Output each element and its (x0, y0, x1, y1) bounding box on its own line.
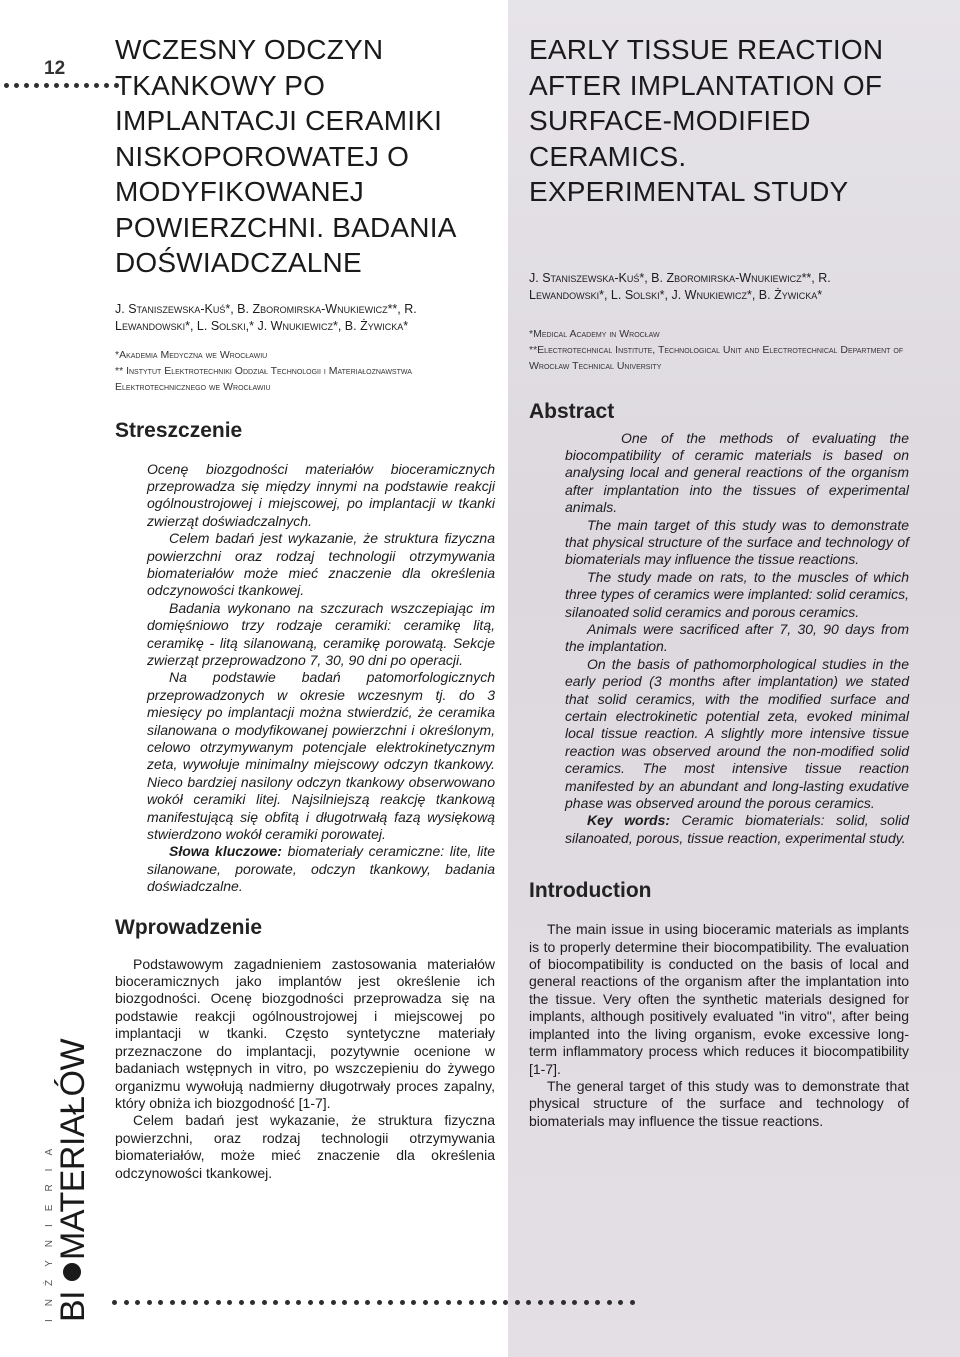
english-keywords-label: Key words: (587, 812, 671, 829)
english-abstract-paragraph: One of the methods of evaluating the biocompatibility of ceramic materials is based on analysing local and general reactions of the organism after implantation into the tissues of experimental animals. (565, 429, 909, 516)
journal-logo (40, 1030, 100, 1330)
polish-affiliation-1: *Akademia Medyczna we Wrocławiu (115, 348, 268, 361)
page-number: 12 (44, 58, 66, 79)
bottom-dot-rule (112, 1300, 635, 1305)
logo-dot-icon (63, 1263, 81, 1281)
polish-title: WCZESNY ODCZYN TKANKOWY PO IMPLANTACJI CERAMIKI NISKOPOROWATEJ O MODYFIKOWANEJ POWIERZCHNI. BADANIA DOŚWIADCZALNE (115, 34, 456, 278)
english-introduction (529, 921, 909, 1130)
polish-authors: J. Staniszewska-Kuś*, B. Zboromirska-Wnukiewicz**, R. Lewandowski*, L. Solski,* J. Wnukiewicz*, B. Żywicka* (115, 301, 417, 333)
english-keywords (565, 812, 909, 847)
english-intro-paragraph: The main issue in using bioceramic materials as implants is to properly determine their biocompatibility. The evaluation of biocompatibility is conducted on the basis of local and general reactions of the organism after the implantation into the tissue. Very often the synthetic materials designed for implants, although positively evaluated "in vitro", after being implanted into the living organism, evoke excessive long-term inflammatory process which reduces it biocompatibility [1-7]. (529, 921, 909, 1077)
english-column (529, 32, 909, 1130)
polish-abstract (147, 461, 495, 896)
polish-column (115, 32, 495, 1182)
english-abstract-paragraph: The study made on rats, to the muscles of which three types of ceramics were implanted: solid ceramics, silanoated solid ceramics and porous ceramics. (565, 568, 909, 620)
english-abstract-paragraph: On the basis of pathomorphological studies in the early period (3 months after implantation) we stated that solid ceramics, with the modified surface and certain electrokinetic potential zeta, evoked minimal local tissue reaction. A slightly more intensive tissue reaction was observed around the non-modified solid ceramics. The most intensive tissue reaction manifested by an abundant and long-lasting exudative phase was observed around the porous ceramics. (565, 655, 909, 812)
page-number-dots (4, 83, 119, 88)
polish-abstract-heading: Streszczenie (115, 418, 243, 442)
english-abstract-paragraph: Animals were sacrificed after 7, 30, 90 days from the implantation. (565, 620, 909, 655)
english-title: EARLY TISSUE REACTION AFTER IMPLANTATION OF SURFACE-MODIFIED CERAMICS. EXPERIMENTAL STUDY (529, 34, 884, 207)
english-affiliation-2: **Electrotechnical Institute, Technological Unit and Electrotechnical Department of Wrocław Technical University (529, 343, 904, 372)
english-abstract (565, 430, 909, 848)
english-intro-heading: Introduction (529, 879, 652, 903)
polish-abstract-paragraph: Badania wykonano na szczurach wszczepiając im domięśniowo trzy rodzaje ceramiki: ceramikę litą, ceramikę - litą silanowaną, ceramikę porowatą. Sekcje zwierząt przeprowadzono 7, 30, 90 dni po operacji. (147, 599, 495, 668)
english-intro-paragraph: The general target of this study was to demonstrate that physical structure of the surface and technology of biomaterials may influence the tissue reactions. (529, 1077, 909, 1129)
polish-intro-paragraph: Celem badań jest wykazanie, że struktura fizyczna powierzchni, oraz rodzaj technologii otrzymywania biomateriałów, może mieć znaczenie dla określenia odczynowości tkankowej. (115, 1112, 495, 1181)
english-abstract-paragraph: The main target of this study was to demonstrate that physical structure of the surface and technology of biomaterials may influence the tissue reactions. (565, 516, 909, 568)
svg-text:INŻYNIERIA: INŻYNIERIA (44, 1135, 55, 1322)
polish-affiliation-2: ** Instytut Elektrotechniki Oddział Technologii i Materiałoznawstwa Elektrotechnicznego we Wrocławiu (115, 364, 412, 393)
english-affiliation-1: *Medical Academy in Wrocław (529, 327, 660, 340)
english-abstract-heading: Abstract (529, 399, 615, 423)
polish-keywords-text: biomateriały ceramiczne: lite, lite silanowane, porowate, odczyn tkankowy, badania doświadczalne. (147, 843, 496, 895)
polish-abstract-paragraph: Celem badań jest wykazanie, że struktura fizyczna powierzchni oraz rodzaj technologii otrzymywania biomateriałów może mieć znaczenie dla określenia odczynowości tkankowej. (147, 530, 495, 599)
polish-keywords (147, 843, 495, 895)
english-keywords-text: Ceramic biomaterials: solid, solid silanoated, porous, tissue reaction, experimental study. (565, 812, 909, 846)
polish-abstract-paragraph: Ocenę biozgodności materiałów bioceramicznych przeprowadza się między innymi na podstawie reakcji ogólnoustrojowej i miejscowej, po implantacji w tkanki zwierząt doświadczalnych. (147, 460, 495, 529)
english-authors: J. Staniszewska-Kuś*, B. Zboromirska-Wnukiewicz**, R. Lewandowski*, L. Solski*, J. Wnukiewicz*, B. Żywicka* (529, 270, 831, 302)
polish-keywords-label: Słowa kluczowe: (169, 843, 282, 860)
polish-introduction (115, 956, 495, 1182)
svg-text:MATERIAŁÓW: MATERIAŁÓW (54, 1038, 92, 1260)
polish-abstract-paragraph: Na podstawie badań patomorfologicznych przeprowadzonych w okresie wczesnym tj. do 3 miesięcy po implantacji można stwierdzić, że ceramika silanowana o modyfikowanej powierzchni i określonym, celowo otrzymywanym potencjale elektrokinetycznym zeta, wywołuje minimalny miejscowy odczyn tkankowy. Nieco bardziej nasilony odczyn tkankowy obserwowano wokół ceramiki litej. Najsilniejszą reakcję tkankową manifestującą się obfitą i długotrwałą fazą wysiękową stwierdzono wokół ceramiki porowatej. (147, 669, 495, 843)
polish-intro-heading: Wprowadzenie (115, 915, 263, 939)
polish-intro-paragraph: Podstawowym zagadnieniem zastosowania materiałów bioceramicznych jako implantów jest określenie ich biozgodności. Ocenę biozgodności przeprowadza się na podstawie reakcji ogólnoustrojowej i miejscowej po implantacji w tkanki. Często syntetyczne materiały przeznaczone do implantacji, pozytywnie ocenione w badaniach wstępnych in vitro, po wszczepieniu do żywego organizmu wywołują nadmierny długotrwały proces zapalny, który obniża ich biozgodność [1-7]. (115, 955, 495, 1111)
svg-text:BI: BI (54, 1290, 92, 1322)
